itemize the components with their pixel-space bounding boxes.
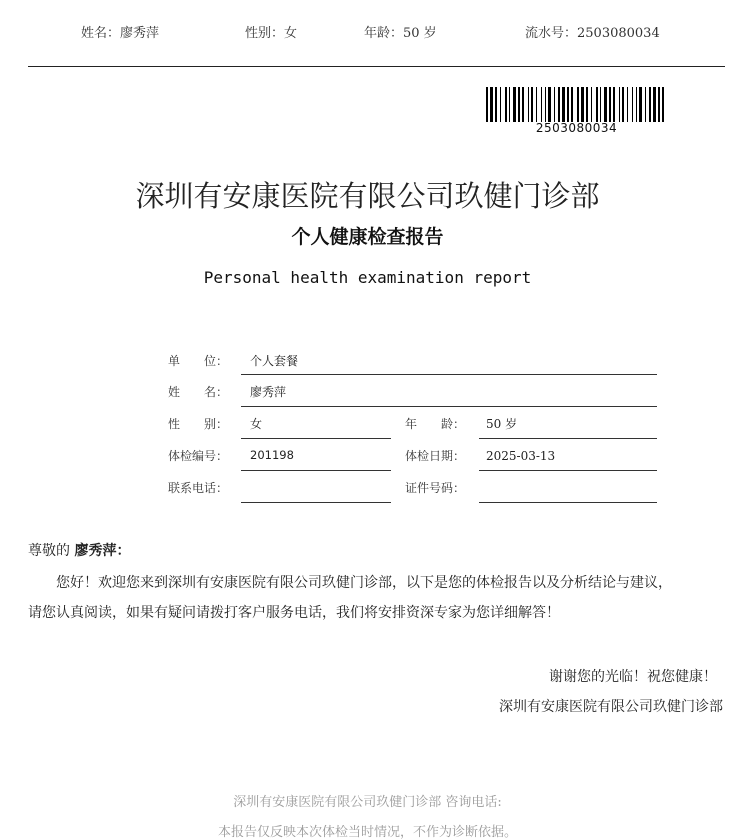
- letter-thanks: 谢谢您的光临！祝您健康！: [549, 669, 717, 685]
- footer-disclaimer: 本报告仅反映本次体检当时情况，不作为诊断依据。: [217, 825, 517, 840]
- unit-underline: [241, 374, 657, 375]
- institution-title: 深圳有安康医院有限公司玖健门诊部: [135, 179, 600, 213]
- exam-date-value: 2025-03-13: [486, 449, 556, 463]
- gender-underline: [241, 438, 391, 439]
- exam-date-underline: [479, 470, 657, 471]
- header-divider: [28, 66, 725, 67]
- salutation-name: 廖秀萍：: [74, 543, 131, 559]
- letter-paragraph-line1: 您好！欢迎您来到深圳有安康医院有限公司玖健门诊部，以下是您的体检报告以及分析结论与建议，: [56, 575, 672, 591]
- header-age: 年龄：50 岁: [364, 26, 437, 41]
- exam-no-label: 体检编号：: [168, 449, 229, 463]
- exam-date-label: 体检日期：: [405, 449, 466, 463]
- report-title-en: Personal health examination report: [203, 268, 532, 287]
- exam-no-underline: [241, 470, 391, 471]
- age-underline: [479, 438, 657, 439]
- barcode-number: 2503080034: [535, 121, 618, 135]
- exam-no-value: 201198: [250, 448, 294, 462]
- salutation-prefix: 尊敬的: [28, 543, 70, 559]
- age-label: 年 龄：: [405, 417, 466, 431]
- age-value: 50 岁: [486, 417, 518, 431]
- header-name: 姓名：廖秀萍: [81, 26, 160, 41]
- letter-signature: 深圳有安康医院有限公司玖健门诊部: [499, 699, 723, 715]
- id-label: 证件号码：: [405, 481, 466, 495]
- gender-value: 女: [250, 417, 263, 431]
- barcode-image: [486, 87, 667, 122]
- phone-label: 联系电话：: [168, 481, 229, 495]
- unit-label: 单 位：: [168, 354, 229, 368]
- phone-underline: [241, 502, 391, 503]
- name-label: 姓 名：: [168, 385, 229, 399]
- name-value: 廖秀萍: [250, 385, 287, 399]
- header-serial: 流水号：2503080034: [525, 26, 660, 41]
- gender-label: 性 别：: [168, 417, 229, 431]
- letter-paragraph-line2: 请您认真阅读，如果有疑问请拨打客户服务电话，我们将安排资深专家为您详细解答！: [28, 605, 560, 621]
- name-underline: [241, 406, 657, 407]
- id-underline: [479, 502, 657, 503]
- footer-contact: 深圳有安康医院有限公司玖健门诊部 咨询电话:: [233, 795, 502, 810]
- header-gender: 性别：女: [245, 26, 298, 41]
- report-title-cn: 个人健康检查报告: [291, 226, 444, 248]
- unit-value: 个人套餐: [250, 354, 299, 368]
- salutation: [28, 540, 130, 560]
